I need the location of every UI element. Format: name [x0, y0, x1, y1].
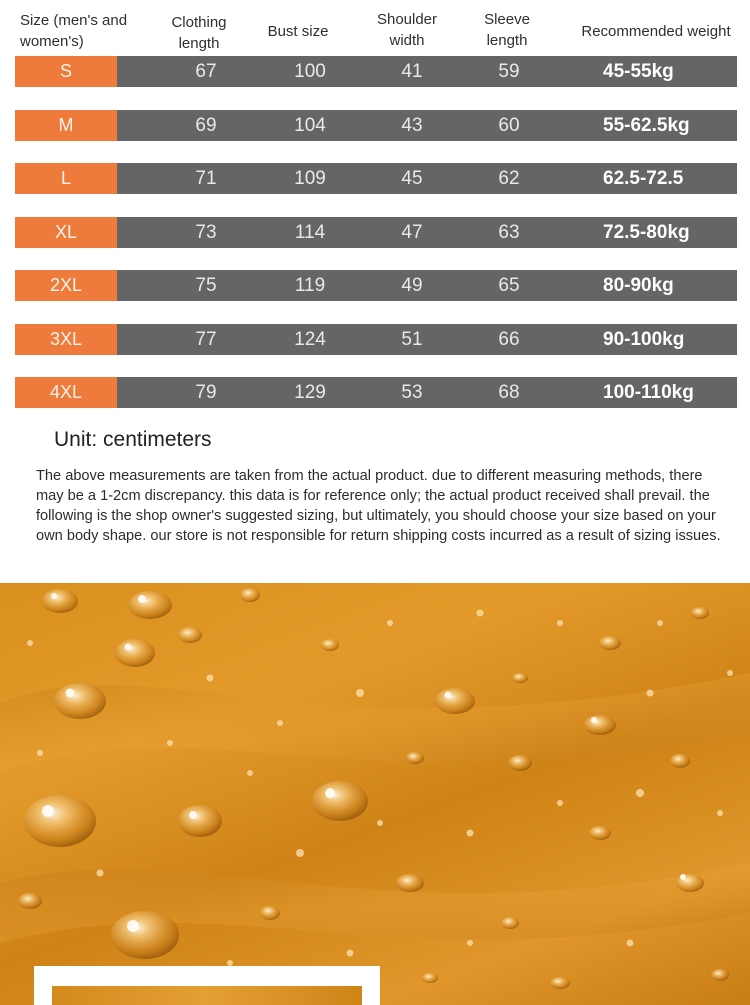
- size-cell: M: [15, 110, 117, 141]
- size-cell: 2XL: [15, 270, 117, 301]
- sleeve-cell: 66: [498, 329, 520, 350]
- size-cell: 4XL: [15, 377, 117, 408]
- weight-cell: 90-100kg: [603, 329, 685, 350]
- table-row: [15, 56, 737, 87]
- clothing-length-cell: 67: [195, 61, 217, 82]
- fabric-detail-inset: [34, 966, 380, 1005]
- water-droplets: [0, 583, 750, 1005]
- header-size: Size (men's and women's): [20, 12, 128, 50]
- clothing-length-cell: 75: [195, 275, 217, 296]
- weight-cell: 62.5-72.5: [603, 168, 684, 189]
- waterproof-fabric-photo: [0, 583, 750, 1005]
- header-clothing-length: Clothing length: [171, 14, 227, 52]
- table-row: [15, 377, 737, 408]
- shoulder-cell: 45: [401, 168, 423, 189]
- size-cell: L: [15, 163, 117, 194]
- clothing-length-cell: 79: [195, 382, 217, 403]
- measurement-note: The above measurements are taken from the actual product. due to different measuring methods, there may be a 1-2cm discrepancy. this data is for reference only; the actual product received shall prevail. the following is the shop owner's suggested sizing, but ultimately, you should choose your size based on your own body shape. our store is not responsible for return shipping costs incurred as a result of sizing issues.: [36, 468, 721, 544]
- size-cell: 3XL: [15, 324, 117, 355]
- clothing-length-cell: 77: [195, 329, 217, 350]
- weight-cell: 80-90kg: [603, 275, 674, 296]
- header-bust-size: Bust size: [267, 23, 329, 40]
- table-row: [15, 324, 737, 355]
- sleeve-cell: 60: [498, 115, 520, 136]
- table-row: [15, 270, 737, 301]
- clothing-length-cell: 71: [195, 168, 217, 189]
- sleeve-cell: 63: [498, 222, 520, 243]
- table-row: [15, 163, 737, 194]
- sleeve-cell: 68: [498, 382, 520, 403]
- shoulder-cell: 47: [401, 222, 423, 243]
- shoulder-cell: 43: [401, 115, 423, 136]
- bust-cell: 119: [294, 275, 326, 296]
- table-row: [15, 110, 737, 141]
- shoulder-cell: 49: [401, 275, 423, 296]
- sleeve-cell: 59: [498, 61, 520, 82]
- bust-cell: 109: [294, 168, 326, 189]
- weight-cell: 45-55kg: [603, 61, 674, 82]
- fabric-detail-image: [52, 986, 362, 1005]
- bust-cell: 114: [294, 222, 326, 243]
- shoulder-cell: 41: [401, 61, 423, 82]
- sleeve-cell: 62: [498, 168, 520, 189]
- clothing-length-cell: 69: [195, 115, 217, 136]
- shoulder-cell: 53: [401, 382, 423, 403]
- header-recommended-weight: Recommended weight: [581, 23, 731, 40]
- header-shoulder-width: Shoulder width: [376, 11, 438, 49]
- shoulder-cell: 51: [401, 329, 423, 350]
- bust-cell: 124: [294, 329, 326, 350]
- size-table-header: [0, 0, 750, 58]
- weight-cell: 55-62.5kg: [603, 115, 690, 136]
- unit-label: Unit: centimeters: [54, 428, 212, 451]
- weight-cell: 100-110kg: [603, 382, 694, 403]
- header-sleeve-length: Sleeve length: [484, 11, 530, 49]
- size-cell: S: [15, 56, 117, 87]
- table-row: [15, 217, 737, 248]
- bust-cell: 104: [294, 115, 326, 136]
- size-cell: XL: [15, 217, 117, 248]
- bust-cell: 129: [294, 382, 326, 403]
- clothing-length-cell: 73: [195, 222, 217, 243]
- weight-cell: 72.5-80kg: [603, 222, 690, 243]
- sleeve-cell: 65: [498, 275, 520, 296]
- bust-cell: 100: [294, 61, 326, 82]
